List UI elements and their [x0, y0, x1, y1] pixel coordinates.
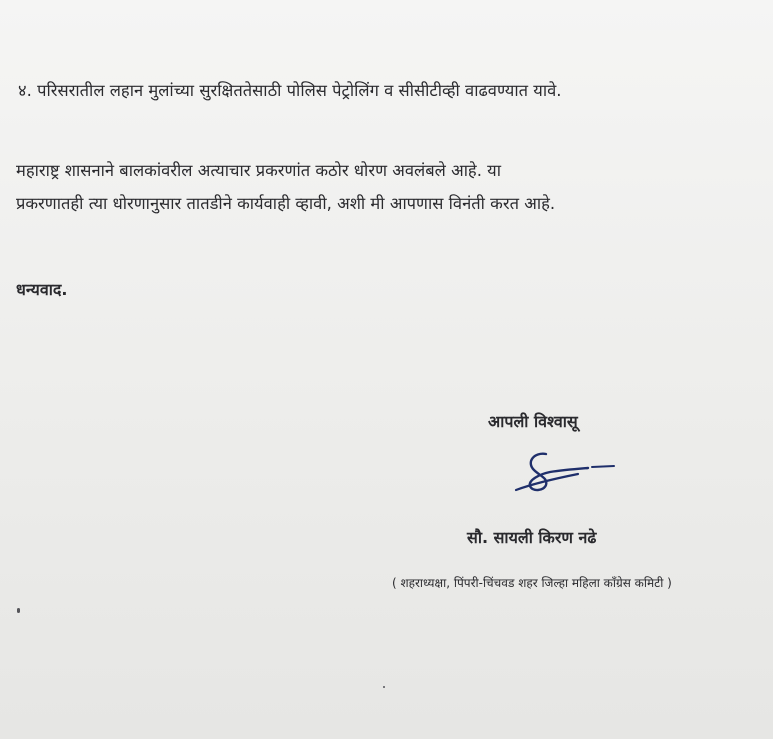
closing-text: आपली विश्वासू	[488, 412, 578, 431]
point-4-text: ४. परिसरातील लहान मुलांच्या सुरक्षिततेसाठी पोलिस पेट्रोलिंग व सीसीटीव्ही वाढवण्यात यावे.	[18, 81, 562, 100]
paragraph-line-2: प्रकरणातही त्या धोरणानुसार तातडीने कार्यवाही व्हावी, अशी मी आपणास विनंती करत आहे.	[16, 194, 556, 213]
ink-speck	[383, 686, 385, 688]
ink-speck	[17, 608, 20, 613]
paragraph-line-1: महाराष्ट्र शासनाने बालकांवरील अत्याचार प्रकरणांत कठोर धोरण अवलंबले आहे. या	[16, 161, 502, 180]
signature	[508, 448, 618, 498]
signer-name: सौ. सायली किरण नढे	[467, 528, 597, 547]
thanks-text: धन्यवाद.	[16, 280, 68, 299]
signer-title: ( शहराध्यक्षा, पिंपरी-चिंचवड शहर जिल्हा महिला काँग्रेस कमिटी )	[392, 576, 672, 590]
